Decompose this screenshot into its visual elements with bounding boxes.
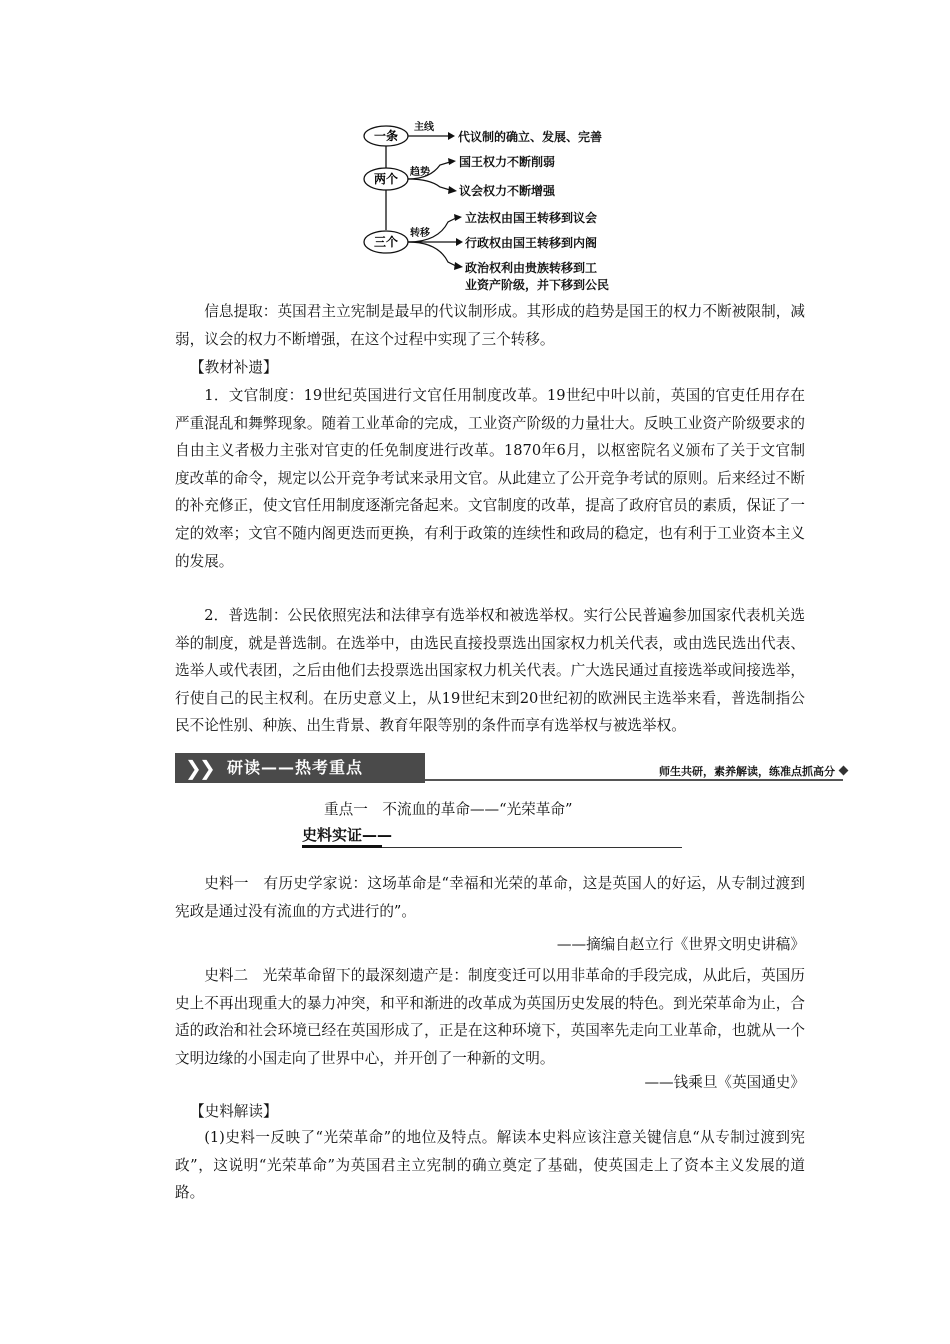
supplement-paragraph-2: 2．普选制：公民依照宪法和法律享有选举权和被选举权。实行公民普遍参加国家代表机关选举的制度，就是普选制。在选举中，由选民直接投票选出国家权力机关代表，或由选民选出代表、选举人或代表团，之后由他们去投票选出国家权力机关代表。广大选民通过直接选举或间接选举，行使自己的民主权利。在历史意义上，从19世纪末到20世纪初的欧洲民主选举来看，普选制指公民不论性别、种族、出生背景、教育年限等别的条件而享有选举权与被选举权。	[175, 607, 805, 735]
label-transfer: 转移	[410, 228, 430, 239]
transfer-two-text: 行政权由国王转移到内阁	[465, 236, 598, 250]
chevron-right-icon: ❯	[185, 756, 202, 780]
transfer-three-text-2: 业资产阶级，并下移到公民	[465, 278, 610, 292]
summary-diagram	[360, 118, 630, 298]
source-one: 史料一 有历史学家说：这场革命是“幸福和光荣的革命，这是英国人的好运，从专制过渡到宪政是通过没有流血的方式进行的”。	[175, 875, 805, 920]
interpretation-heading: 【史料解读】	[190, 1103, 278, 1120]
main-line-text: 代议制的确立、发展、完善	[458, 130, 603, 144]
label-trend: 趋势	[410, 167, 430, 178]
diamond-icon	[839, 766, 849, 776]
banner-title: 研读——热考重点	[227, 758, 364, 777]
info-extraction: 信息提取：英国君主立宪制是最早的代议制形成。其形成的趋势是国王的权力不断被限制，减弱，议会的权力不断增强，在这个过程中实现了三个转移。	[175, 303, 805, 348]
label-main-line: 主线	[414, 122, 434, 133]
transfer-three-text-1: 政治权利由贵族转移到工	[465, 261, 598, 275]
supplement-paragraph-1: 1．文官制度：19世纪英国进行文官任用制度改革。19世纪中叶以前，英国的官吏任用存在严重混乱和舞弊现象。随着工业革命的完成，工业资产阶级的力量壮大。反映工业资产阶级要求的自由主义者极力主张对官吏的任免制度进行改革。1870年6月，以枢密院名义颁布了关于文官制度改革的命令，规定以公开竞争考试来录用文官。从此建立了公开竞争考试的原则。后来经过不断的补充修正，使文官任用制度逐渐完备起来。文官制度的改革，提高了政府官员的素质，保证了一定的效率；文官不随内阁更迭而更换，有利于政策的连续性和政局的稳定，也有利于工业资本主义的发展。	[175, 387, 805, 570]
source-one-citation: ——摘编自赵立行《世界文明史讲稿》	[556, 936, 805, 953]
node-three: 三个	[373, 235, 399, 249]
interpretation-paragraph-1: (1)史料一反映了“光荣革命”的地位及特点。解读本史料应该注意关键信息“从专制过渡到宪政”，这说明“光荣革命”为英国君主立宪制的确立奠定了基础，使英国走上了资本主义发展的道路。	[175, 1129, 805, 1202]
section-heading: 史料实证——	[302, 826, 393, 844]
banner-rule	[425, 779, 843, 781]
supplement-heading: 【教材补遗】	[190, 359, 278, 376]
source-two: 史料二 光荣革命留下的最深刻遗产是：制度变迁可以用非革命的手段完成，从此后，英国历史上不再出现重大的暴力冲突，和平和渐进的改革成为英国历史发展的特色。到光荣革命为止，合适的政治和社会环境已经在英国形成了，正是在这种环境下，英国率先走向工业革命，也就从一个文明边缘的小国走向了世界中心，并开创了一种新的文明。	[175, 967, 805, 1067]
node-one: 一条	[373, 129, 399, 143]
transfer-one-text: 立法权由国王转移到议会	[465, 211, 598, 225]
trend-one-text: 国王权力不断削弱	[459, 155, 556, 169]
source-two-citation: ——钱乘旦《英国通史》	[644, 1074, 805, 1091]
banner-slogan: 师生共研，素养解读，练准点抓高分	[659, 765, 835, 778]
key-point-title: 重点一 不流血的革命——“光荣革命”	[324, 801, 573, 818]
section-rule-bold	[302, 845, 382, 848]
chevron-right-icon: ❯	[199, 756, 216, 780]
section-banner	[175, 753, 847, 783]
trend-two-text: 议会权力不断增强	[459, 184, 556, 198]
node-two: 两个	[373, 172, 399, 186]
